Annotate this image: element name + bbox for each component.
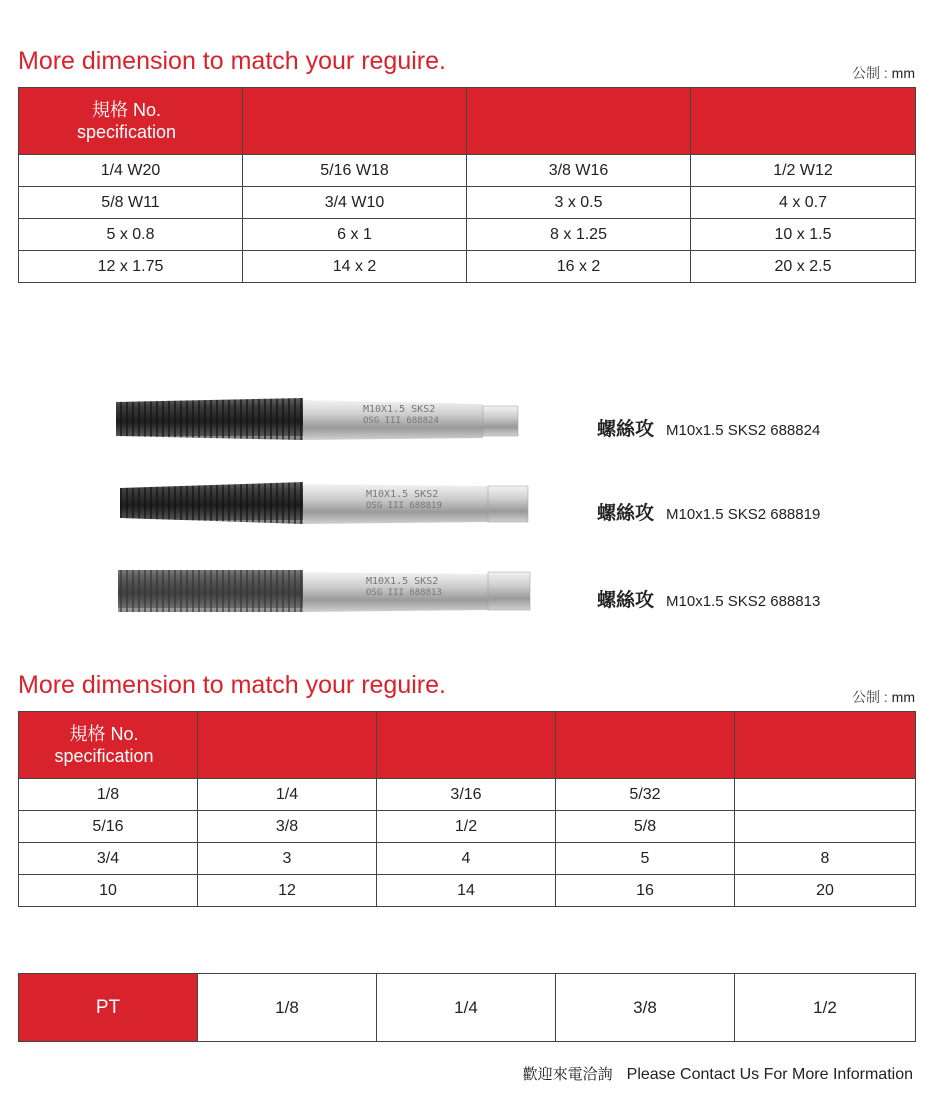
product-code: M10x1.5 SKS2 688813 — [666, 593, 821, 610]
product-name: 螺絲攻 — [597, 503, 655, 524]
table-cell: 1/4 W20 — [19, 155, 243, 187]
tap-engraving: OSG III 688813 — [366, 588, 442, 598]
table-cell: 10 — [19, 875, 198, 907]
header-empty-cell — [377, 712, 556, 779]
tap-engraving: M10X1.5 SKS2 — [366, 489, 439, 500]
table-cell: 1/8 — [19, 779, 198, 811]
table-cell: 5/8 — [556, 811, 735, 843]
table-row — [19, 875, 916, 907]
tap-icon — [108, 560, 533, 626]
tap-engraving: M10X1.5 SKS2 — [366, 576, 439, 587]
spec-header-cell — [19, 88, 243, 155]
table-cell: 5 x 0.8 — [19, 219, 243, 251]
spec-table-2 — [18, 711, 916, 907]
spec-header-line1: 規格 No. — [69, 724, 139, 744]
spec-table-header — [19, 88, 916, 155]
table-cell: 5 — [556, 843, 735, 875]
table-cell: 12 x 1.75 — [19, 251, 243, 283]
product-name: 螺絲攻 — [597, 419, 655, 440]
tap-image-2 — [108, 472, 533, 538]
tap-engraving: M10X1.5 SKS2 — [363, 404, 436, 415]
table-cell: 16 — [556, 875, 735, 907]
table-cell — [735, 779, 916, 811]
table-cell: 14 x 2 — [243, 251, 467, 283]
unit-label-zh: 公制 : — [852, 689, 888, 705]
unit-label-zh: 公制 : — [852, 65, 888, 81]
contact-zh: 歡迎來電洽詢 — [522, 1066, 613, 1083]
product-caption-3 — [597, 585, 820, 612]
unit-value: mm — [891, 65, 915, 81]
unit-label — [852, 63, 915, 83]
table-cell: 3/4 — [19, 843, 198, 875]
table-cell: 5/16 — [19, 811, 198, 843]
tap-icon — [108, 472, 533, 538]
table-cell: 16 x 2 — [467, 251, 691, 283]
table-cell: 5/32 — [556, 779, 735, 811]
section-2-title: More dimension to match your reguire. — [18, 671, 446, 699]
table-row — [19, 155, 916, 187]
unit-label — [852, 687, 915, 707]
table-row — [19, 187, 916, 219]
spec-table-1 — [18, 87, 916, 283]
tap-image-3 — [108, 560, 533, 626]
table-cell: 4 — [377, 843, 556, 875]
table-cell: 3 x 0.5 — [467, 187, 691, 219]
tap-image-1 — [108, 388, 533, 454]
table-cell: 5/16 W18 — [243, 155, 467, 187]
header-empty-cell — [198, 712, 377, 779]
spec-header-line2: specification — [76, 122, 177, 142]
header-empty-cell — [467, 88, 691, 155]
table-row — [19, 779, 916, 811]
unit-value: mm — [891, 689, 915, 705]
table-cell: 20 — [735, 875, 916, 907]
table-cell: 5/8 W11 — [19, 187, 243, 219]
product-caption-1 — [597, 414, 820, 441]
header-empty-cell — [691, 88, 916, 155]
tap-icon — [108, 388, 533, 454]
table-cell: 10 x 1.5 — [691, 219, 916, 251]
table-cell: 1/4 — [377, 974, 556, 1042]
table-cell: 1/4 — [198, 779, 377, 811]
table-cell: 3/8 W16 — [467, 155, 691, 187]
product-caption-2 — [597, 498, 820, 525]
section-1-title: More dimension to match your reguire. — [18, 47, 446, 75]
table-cell: 1/2 — [735, 974, 916, 1042]
table-cell: 1/2 — [377, 811, 556, 843]
table-row — [19, 219, 916, 251]
table-cell: 8 — [735, 843, 916, 875]
table-cell: 8 x 1.25 — [467, 219, 691, 251]
table-cell: 14 — [377, 875, 556, 907]
table-cell: 20 x 2.5 — [691, 251, 916, 283]
table-cell: 3 — [198, 843, 377, 875]
tap-engraving: OSG III 688819 — [366, 501, 442, 511]
table-cell: 6 x 1 — [243, 219, 467, 251]
header-empty-cell — [735, 712, 916, 779]
table-row — [19, 843, 916, 875]
tap-engraving: OSG III 688824 — [363, 416, 439, 426]
table-cell: 3/8 — [556, 974, 735, 1042]
pt-table — [18, 973, 916, 1042]
product-code: M10x1.5 SKS2 688824 — [666, 422, 821, 439]
contact-footer — [523, 1063, 913, 1084]
header-empty-cell — [243, 88, 467, 155]
table-row — [19, 811, 916, 843]
product-name: 螺絲攻 — [597, 590, 655, 611]
spec-header-cell — [19, 712, 198, 779]
table-row — [19, 251, 916, 283]
table-cell: 3/16 — [377, 779, 556, 811]
table-cell — [735, 811, 916, 843]
header-empty-cell — [556, 712, 735, 779]
table-cell: 12 — [198, 875, 377, 907]
spec-table-header — [19, 712, 916, 779]
table-cell: 3/4 W10 — [243, 187, 467, 219]
pt-label-cell: PT — [19, 974, 198, 1042]
table-cell: 1/8 — [198, 974, 377, 1042]
table-cell: 4 x 0.7 — [691, 187, 916, 219]
product-gallery — [0, 370, 939, 640]
table-row — [19, 974, 916, 1042]
product-code: M10x1.5 SKS2 688819 — [666, 506, 821, 523]
table-cell: 3/8 — [198, 811, 377, 843]
contact-en: Please Contact Us For More Information — [626, 1066, 913, 1083]
spec-header-line2: specification — [54, 746, 154, 766]
spec-header-line1: 規格 No. — [91, 100, 161, 120]
table-cell: 1/2 W12 — [691, 155, 916, 187]
